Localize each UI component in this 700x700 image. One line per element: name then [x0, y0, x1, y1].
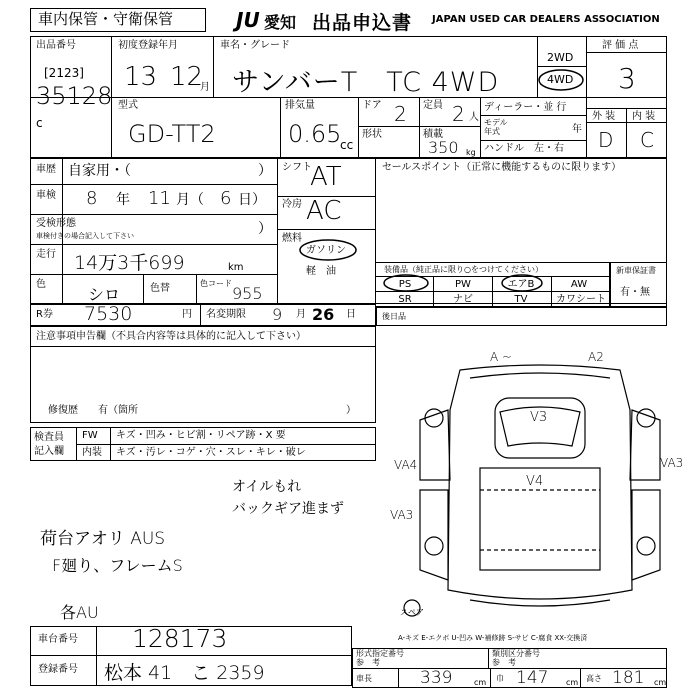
- caution-label: 注意事項申告欄（不具合内容等は具体的に記入して下さい）: [36, 331, 306, 342]
- fw-items: キズ・凹み・ヒビ割・リペア跡・X 要: [116, 430, 286, 441]
- lot-mark: c: [36, 116, 43, 130]
- equipment-airbag-circle: [498, 274, 546, 292]
- damage-a-left: A ~: [490, 350, 513, 364]
- interior-label: 内 装: [632, 111, 656, 122]
- vehicle-history-value: 自家用・（: [68, 163, 131, 179]
- inspection-month: 11: [148, 188, 171, 209]
- equipment-leather-seat: カワシート: [556, 294, 606, 305]
- first-registration-month-unit: 月: [200, 82, 210, 93]
- drive-4wd-circle: [538, 68, 584, 92]
- width-value: 147: [516, 668, 549, 688]
- load-label: 積載: [423, 129, 443, 140]
- fuel-gasoline: ガソリン: [306, 245, 346, 256]
- fw-label: FW: [82, 430, 98, 441]
- name-change-label: 名変期限: [206, 309, 246, 320]
- equipment-sr: SR: [398, 294, 412, 305]
- after-items-label: 後日品: [382, 312, 406, 321]
- damage-v4-center: V4: [526, 474, 544, 489]
- displacement-value: 0.65: [288, 120, 342, 148]
- spec-number-label: 形式指定番号 参 考: [356, 649, 404, 667]
- recycle-value: 7530: [84, 303, 133, 325]
- door-label: ドア: [362, 100, 382, 111]
- chassis-number-value: 128173: [132, 624, 228, 653]
- height-unit: cm: [654, 678, 667, 687]
- width-unit: cm: [566, 678, 579, 687]
- damage-a-right: A2: [588, 350, 604, 364]
- car-name-label: 車名・グレード: [220, 40, 290, 51]
- displacement-label: 排気量: [285, 100, 315, 111]
- equipment-aw: AW: [570, 279, 588, 290]
- aircon-label: 冷房: [282, 199, 302, 210]
- color-label: 色: [36, 279, 46, 290]
- inspection-year-unit: 年: [116, 192, 130, 208]
- length-label: 車長: [356, 674, 372, 683]
- load-unit: kg: [466, 148, 476, 157]
- width-label: 巾: [496, 674, 504, 683]
- transfer-note: 車検付きの場合記入して下さい: [36, 232, 134, 240]
- selling-points-label: セールスポイント（正常に機能するものに限ります）: [382, 162, 622, 173]
- equipment-navi: ナビ: [453, 294, 473, 305]
- inspection-day: 6: [220, 188, 232, 209]
- name-change-month-unit: 月: [296, 309, 306, 320]
- handle-label: ハンドル 左・右: [484, 143, 564, 154]
- model-year-label: モデル 年式: [484, 118, 508, 136]
- shift-value: AT: [310, 162, 342, 192]
- fuel-diesel: 軽 油: [306, 266, 336, 277]
- vehicle-history-close: ）: [258, 163, 272, 179]
- remark-each-au: 各AU: [60, 603, 99, 622]
- fuel-label: 燃料: [282, 233, 302, 244]
- color-code-label: 色コード: [200, 279, 232, 288]
- shift-label: シフト: [282, 162, 312, 173]
- seat-label: 定員: [423, 100, 443, 111]
- name-change-day: 26: [312, 305, 335, 324]
- mileage-label: 走行: [36, 249, 56, 260]
- logo-region: 愛知: [264, 13, 297, 32]
- equipment-label: 装備品（純正品に限り○をつけてください）: [384, 265, 543, 274]
- damage-va3-right: VA3: [660, 456, 684, 470]
- spare-label: スペア: [400, 608, 424, 617]
- lot-number-label: 出品番号: [36, 40, 76, 51]
- model-code-value: GD-TT2: [128, 120, 216, 148]
- inspection-label: 車検: [36, 190, 56, 201]
- car-name-value: サンバーT TC 4WD: [232, 67, 500, 98]
- remark-back-gear: バックギア進まず: [232, 501, 344, 517]
- remark-front-frame: F廻り、フレームS: [52, 556, 183, 575]
- equipment-tv: TV: [514, 294, 528, 305]
- mileage-value: 14万3千699: [74, 252, 185, 274]
- mileage-unit: km: [228, 262, 244, 273]
- repair-history-close: ）: [346, 405, 356, 416]
- lot-small-number: [2123]: [44, 66, 84, 80]
- repair-history-label: 修復歴 有（箇所: [48, 405, 138, 416]
- seat-value: 2: [452, 102, 465, 126]
- vehicle-history-label: 車歴: [36, 164, 56, 175]
- load-value: 350: [428, 138, 459, 157]
- score-label: 評 価 点: [602, 40, 639, 51]
- interior-check-items: キズ・汚レ・コゲ・穴・スレ・キレ・破レ: [116, 447, 306, 458]
- length-unit: cm: [474, 678, 487, 687]
- fuel-gasoline-circle: [298, 238, 358, 262]
- chassis-number-label: 車台番号: [38, 634, 78, 645]
- damage-legend: A-キズ E-エクボ U-凹み W-補修跡 S-サビ C-腐食 XX-交換済: [398, 634, 588, 642]
- length-value: 339: [420, 668, 453, 688]
- model-year-unit: 年: [572, 124, 582, 135]
- shape-label: 形状: [362, 129, 382, 140]
- damage-v3-top: V3: [530, 410, 548, 425]
- warranty-value: 有・無: [620, 287, 650, 298]
- color-change-label: 色替: [150, 283, 170, 294]
- inspector-label: 検査員 記入欄: [34, 432, 64, 457]
- recycle-unit: 円: [182, 309, 192, 320]
- interior-value: C: [640, 128, 654, 152]
- exterior-label: 外 装: [592, 111, 616, 122]
- remark-bed-gate: 荷台アオリ AUS: [40, 529, 166, 549]
- equipment-airbag: エアB: [507, 279, 535, 290]
- first-registration-year: 13: [124, 62, 158, 92]
- drive-2wd-label: 2WD: [547, 51, 574, 64]
- door-value: 2: [394, 102, 407, 126]
- drive-4wd-label: 4WD: [547, 73, 574, 86]
- remark-oil-leak: オイルもれ: [232, 479, 302, 495]
- lot-number-value: 35128: [36, 82, 113, 110]
- displacement-unit: cc: [340, 138, 354, 152]
- score-value: 3: [618, 62, 636, 95]
- color-value: シロ: [88, 285, 121, 304]
- inspection-month-unit: 月（: [176, 192, 204, 208]
- model-code-label: 型式: [118, 100, 138, 111]
- equipment-pw: PW: [455, 279, 471, 290]
- first-registration-month: 12: [170, 62, 204, 92]
- interior-check-label: 内装: [82, 447, 102, 458]
- vehicle-diagram: [400, 350, 680, 640]
- transfer-type-label: 受検形態: [36, 218, 76, 229]
- name-change-month: 9: [272, 305, 283, 324]
- warranty-label: 新車保証書: [616, 266, 656, 275]
- inspection-year: 8: [86, 188, 98, 209]
- ju-logo: JU: [236, 8, 260, 32]
- form-title: 出品申込書: [312, 12, 413, 34]
- height-label: 高さ: [586, 674, 602, 683]
- category-number-label: 類別区分番号 参 考: [492, 649, 540, 667]
- color-code-value: 955: [232, 284, 263, 303]
- dealer-label: ディーラー・並 行: [484, 102, 567, 113]
- transfer-close: ）: [258, 221, 272, 237]
- damage-va4-left: VA4: [394, 458, 418, 472]
- registration-number-value: 松本 41 こ 2359: [104, 662, 265, 684]
- damage-va3-left: VA3: [390, 508, 414, 522]
- name-change-day-unit: 日: [346, 309, 356, 320]
- exterior-value: D: [598, 128, 614, 152]
- after-items-box: [376, 307, 667, 326]
- equipment-ps: PS: [398, 279, 412, 290]
- first-registration-label: 初度登録年月: [118, 40, 178, 51]
- seat-unit: 人: [469, 112, 479, 123]
- equipment-ps-circle: [382, 274, 430, 292]
- height-value: 181: [612, 668, 645, 688]
- storage-label: 車内保管・守衛保管: [38, 10, 174, 28]
- aircon-value: AC: [306, 196, 342, 226]
- registration-number-label: 登録番号: [38, 664, 78, 675]
- inspection-day-unit: 日）: [238, 192, 266, 208]
- recycle-label: R券: [36, 309, 53, 320]
- association-name: JAPAN USED CAR DEALERS ASSOCIATION: [432, 14, 660, 25]
